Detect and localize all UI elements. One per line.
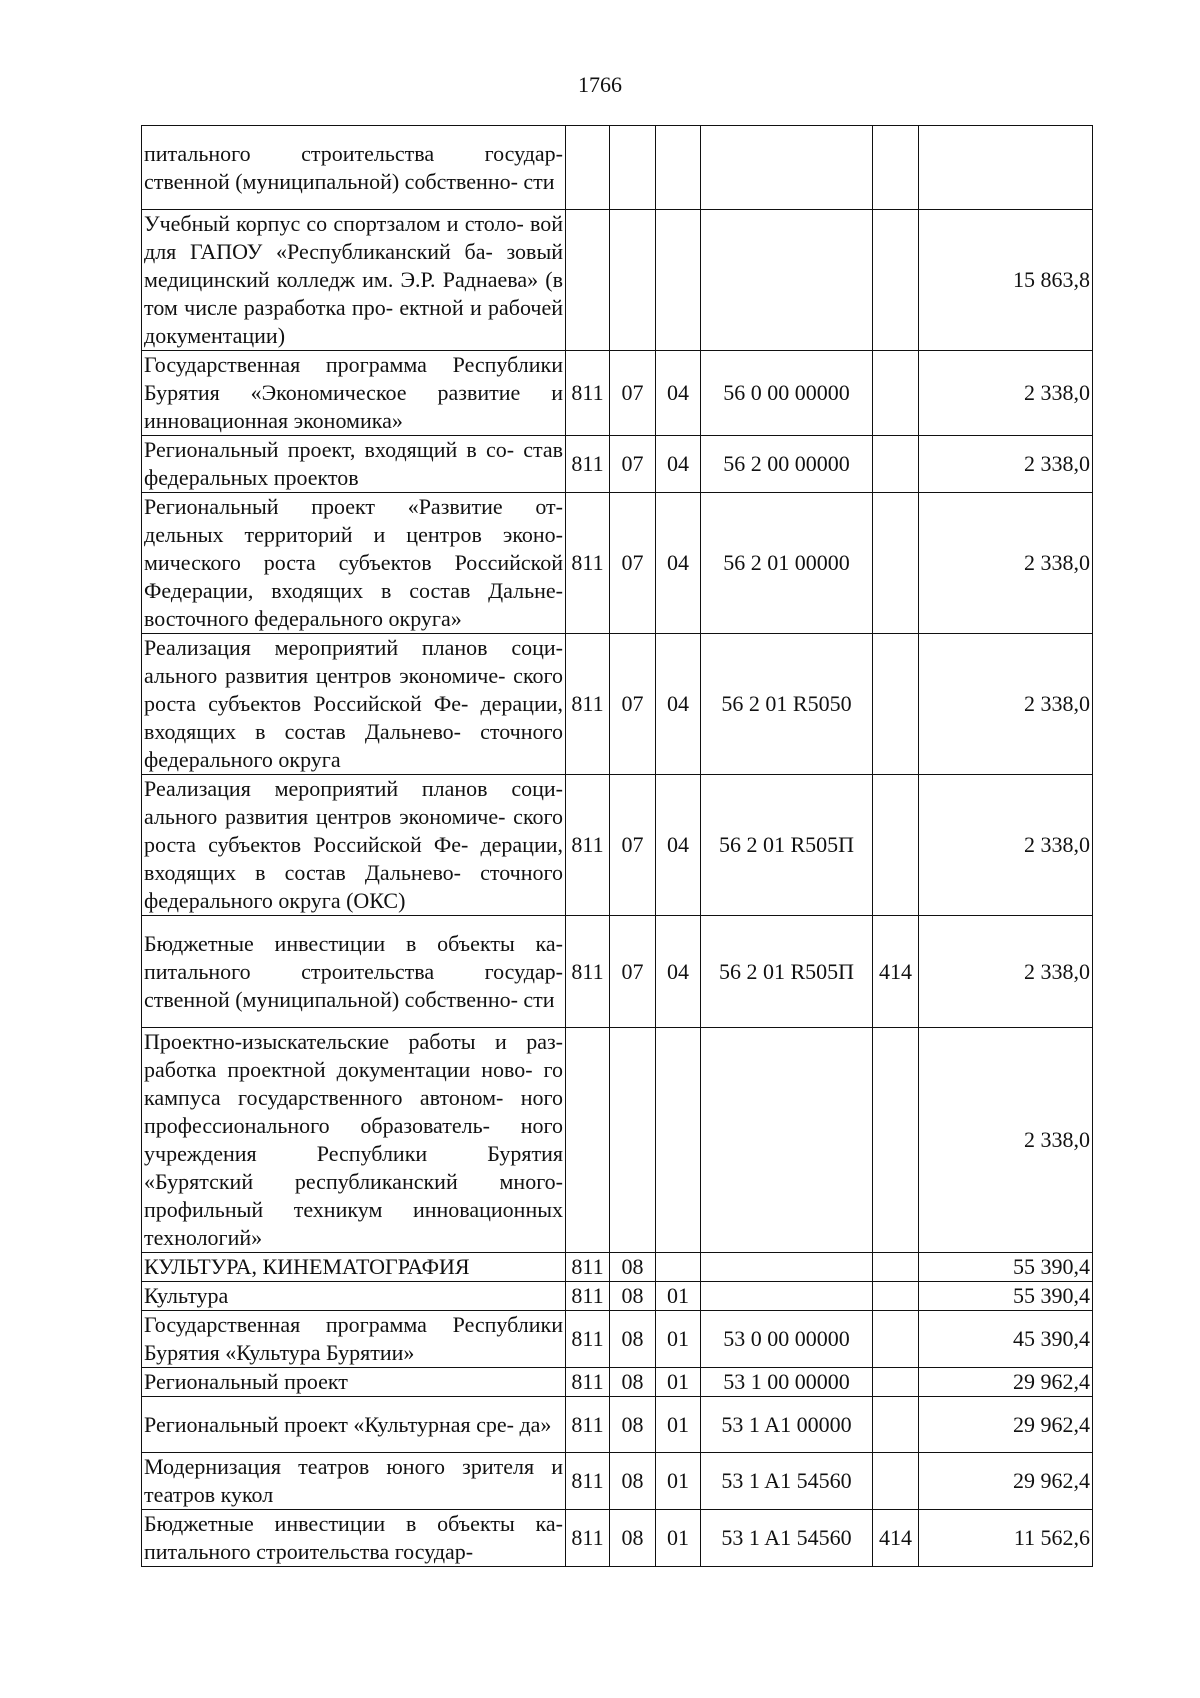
subsection-code: 01 xyxy=(656,1368,701,1397)
subsection-code xyxy=(656,1253,701,1282)
section-code: 07 xyxy=(610,916,656,1028)
section-code: 07 xyxy=(610,493,656,634)
amount: 45 390,4 xyxy=(919,1311,1093,1368)
expense-type-code xyxy=(873,1453,919,1510)
table-row xyxy=(142,916,1093,1028)
section-code: 08 xyxy=(610,1453,656,1510)
expense-type-code: 414 xyxy=(873,1510,919,1567)
row-name: Учебный корпус со спортзалом и столо- вой для ГАПОУ «Республиканский ба- зовый медицинский колледж им. Э.Р. Раднаева» (в том числе разработка про- ектной и рабочей документации) xyxy=(142,210,566,351)
target-code xyxy=(701,210,873,351)
row-name: Региональный проект xyxy=(142,1368,566,1397)
section-code: 08 xyxy=(610,1253,656,1282)
section-code: 08 xyxy=(610,1397,656,1453)
amount: 15 863,8 xyxy=(919,210,1093,351)
expense-type-code xyxy=(873,1282,919,1311)
expense-type-code xyxy=(873,436,919,493)
row-name: Культура xyxy=(142,1282,566,1311)
table-row xyxy=(142,493,1093,634)
amount: 29 962,4 xyxy=(919,1453,1093,1510)
row-name: Бюджетные инвестиции в объекты ка- питального строительства государ- xyxy=(142,1510,566,1567)
target-code: 53 0 00 00000 xyxy=(701,1311,873,1368)
subsection-code: 01 xyxy=(656,1510,701,1567)
admin-code: 811 xyxy=(566,1510,610,1567)
admin-code xyxy=(566,126,610,210)
row-name: КУЛЬТУРА, КИНЕМАТОГРАФИЯ xyxy=(142,1253,566,1282)
admin-code: 811 xyxy=(566,775,610,916)
table-row xyxy=(142,1282,1093,1311)
subsection-code: 04 xyxy=(656,916,701,1028)
section-code: 08 xyxy=(610,1368,656,1397)
expense-type-code xyxy=(873,1397,919,1453)
table-row xyxy=(142,351,1093,436)
expense-type-code xyxy=(873,1368,919,1397)
table-row xyxy=(142,126,1093,210)
table-row xyxy=(142,1453,1093,1510)
section-code xyxy=(610,126,656,210)
row-name: Бюджетные инвестиции в объекты ка- питального строительства государ- ственной (муниципальной) собственно- сти xyxy=(142,916,566,1028)
section-code: 08 xyxy=(610,1510,656,1567)
amount: 2 338,0 xyxy=(919,775,1093,916)
amount: 55 390,4 xyxy=(919,1253,1093,1282)
table-row xyxy=(142,1510,1093,1567)
row-name: Региональный проект «Культурная сре- да» xyxy=(142,1397,566,1453)
table-row xyxy=(142,1028,1093,1253)
expense-type-code xyxy=(873,634,919,775)
target-code: 53 1 A1 54560 xyxy=(701,1510,873,1567)
page-number: 1766 xyxy=(578,72,622,97)
expense-type-code xyxy=(873,493,919,634)
row-name: Региональный проект «Развитие от- дельных территорий и центров эконо- мического роста субъектов Российской Федерации, входящих в состав Дальне- восточного федерального округа» xyxy=(142,493,566,634)
subsection-code: 01 xyxy=(656,1397,701,1453)
section-code: 07 xyxy=(610,775,656,916)
amount: 2 338,0 xyxy=(919,634,1093,775)
budget-table xyxy=(141,125,1093,1567)
admin-code: 811 xyxy=(566,1311,610,1368)
target-code xyxy=(701,1028,873,1253)
expense-type-code xyxy=(873,1311,919,1368)
admin-code xyxy=(566,210,610,351)
admin-code: 811 xyxy=(566,634,610,775)
target-code: 56 0 00 00000 xyxy=(701,351,873,436)
target-code: 56 2 01 R5050 xyxy=(701,634,873,775)
expense-type-code xyxy=(873,1028,919,1253)
target-code: 56 2 01 00000 xyxy=(701,493,873,634)
expense-type-code: 414 xyxy=(873,916,919,1028)
row-name: Региональный проект, входящий в со- став федеральных проектов xyxy=(142,436,566,493)
amount: 11 562,6 xyxy=(919,1510,1093,1567)
table-row xyxy=(142,210,1093,351)
row-name: Реализация мероприятий планов соци- ального развития центров экономиче- ского роста субъектов Российской Фе- дерации, входящих в состав Дальнево- сточного федерального округа xyxy=(142,634,566,775)
amount: 29 962,4 xyxy=(919,1397,1093,1453)
table-row xyxy=(142,1397,1093,1453)
target-code: 56 2 00 00000 xyxy=(701,436,873,493)
section-code: 08 xyxy=(610,1282,656,1311)
row-name: Модернизация театров юного зрителя и театров кукол xyxy=(142,1453,566,1510)
subsection-code: 04 xyxy=(656,775,701,916)
section-code xyxy=(610,210,656,351)
subsection-code: 04 xyxy=(656,351,701,436)
section-code: 07 xyxy=(610,351,656,436)
table-row xyxy=(142,1253,1093,1282)
admin-code: 811 xyxy=(566,1453,610,1510)
admin-code: 811 xyxy=(566,1253,610,1282)
admin-code: 811 xyxy=(566,493,610,634)
amount xyxy=(919,126,1093,210)
target-code: 56 2 01 R505П xyxy=(701,775,873,916)
table-row xyxy=(142,775,1093,916)
target-code xyxy=(701,126,873,210)
target-code xyxy=(701,1282,873,1311)
target-code: 53 1 A1 54560 xyxy=(701,1453,873,1510)
admin-code xyxy=(566,1028,610,1253)
subsection-code xyxy=(656,1028,701,1253)
table-row xyxy=(142,634,1093,775)
amount: 55 390,4 xyxy=(919,1282,1093,1311)
table-row xyxy=(142,1311,1093,1368)
section-code xyxy=(610,1028,656,1253)
subsection-code: 04 xyxy=(656,436,701,493)
amount: 2 338,0 xyxy=(919,1028,1093,1253)
subsection-code: 01 xyxy=(656,1311,701,1368)
row-name: Государственная программа Республики Бурятия «Культура Бурятии» xyxy=(142,1311,566,1368)
expense-type-code xyxy=(873,775,919,916)
amount: 2 338,0 xyxy=(919,493,1093,634)
subsection-code xyxy=(656,210,701,351)
admin-code: 811 xyxy=(566,436,610,493)
table-row xyxy=(142,436,1093,493)
target-code xyxy=(701,1253,873,1282)
target-code: 56 2 01 R505П xyxy=(701,916,873,1028)
admin-code: 811 xyxy=(566,351,610,436)
row-name: Государственная программа Республики Бурятия «Экономическое развитие и инновационная экономика» xyxy=(142,351,566,436)
expense-type-code xyxy=(873,1253,919,1282)
target-code: 53 1 00 00000 xyxy=(701,1368,873,1397)
section-code: 07 xyxy=(610,634,656,775)
amount: 29 962,4 xyxy=(919,1368,1093,1397)
subsection-code xyxy=(656,126,701,210)
subsection-code: 01 xyxy=(656,1453,701,1510)
section-code: 08 xyxy=(610,1311,656,1368)
amount: 2 338,0 xyxy=(919,351,1093,436)
admin-code: 811 xyxy=(566,1397,610,1453)
section-code: 07 xyxy=(610,436,656,493)
admin-code: 811 xyxy=(566,916,610,1028)
expense-type-code xyxy=(873,351,919,436)
subsection-code: 04 xyxy=(656,493,701,634)
row-name: Проектно-изыскательские работы и раз- работка проектной документации ново- го кампуса государственного автоном- ного профессионального образователь- ного учреждения Республики Бурятия «Бурятский республиканский много- профильный техникум инновационных технологий» xyxy=(142,1028,566,1253)
table-row xyxy=(142,1368,1093,1397)
row-name: питального строительства государ- ственной (муниципальной) собственно- сти xyxy=(142,126,566,210)
target-code: 53 1 A1 00000 xyxy=(701,1397,873,1453)
amount: 2 338,0 xyxy=(919,436,1093,493)
expense-type-code xyxy=(873,210,919,351)
row-name: Реализация мероприятий планов соци- ального развития центров экономиче- ского роста субъектов Российской Фе- дерации, входящих в состав Дальнево- сточного федерального округа (ОКС) xyxy=(142,775,566,916)
admin-code: 811 xyxy=(566,1282,610,1311)
subsection-code: 04 xyxy=(656,634,701,775)
amount: 2 338,0 xyxy=(919,916,1093,1028)
subsection-code: 01 xyxy=(656,1282,701,1311)
admin-code: 811 xyxy=(566,1368,610,1397)
expense-type-code xyxy=(873,126,919,210)
